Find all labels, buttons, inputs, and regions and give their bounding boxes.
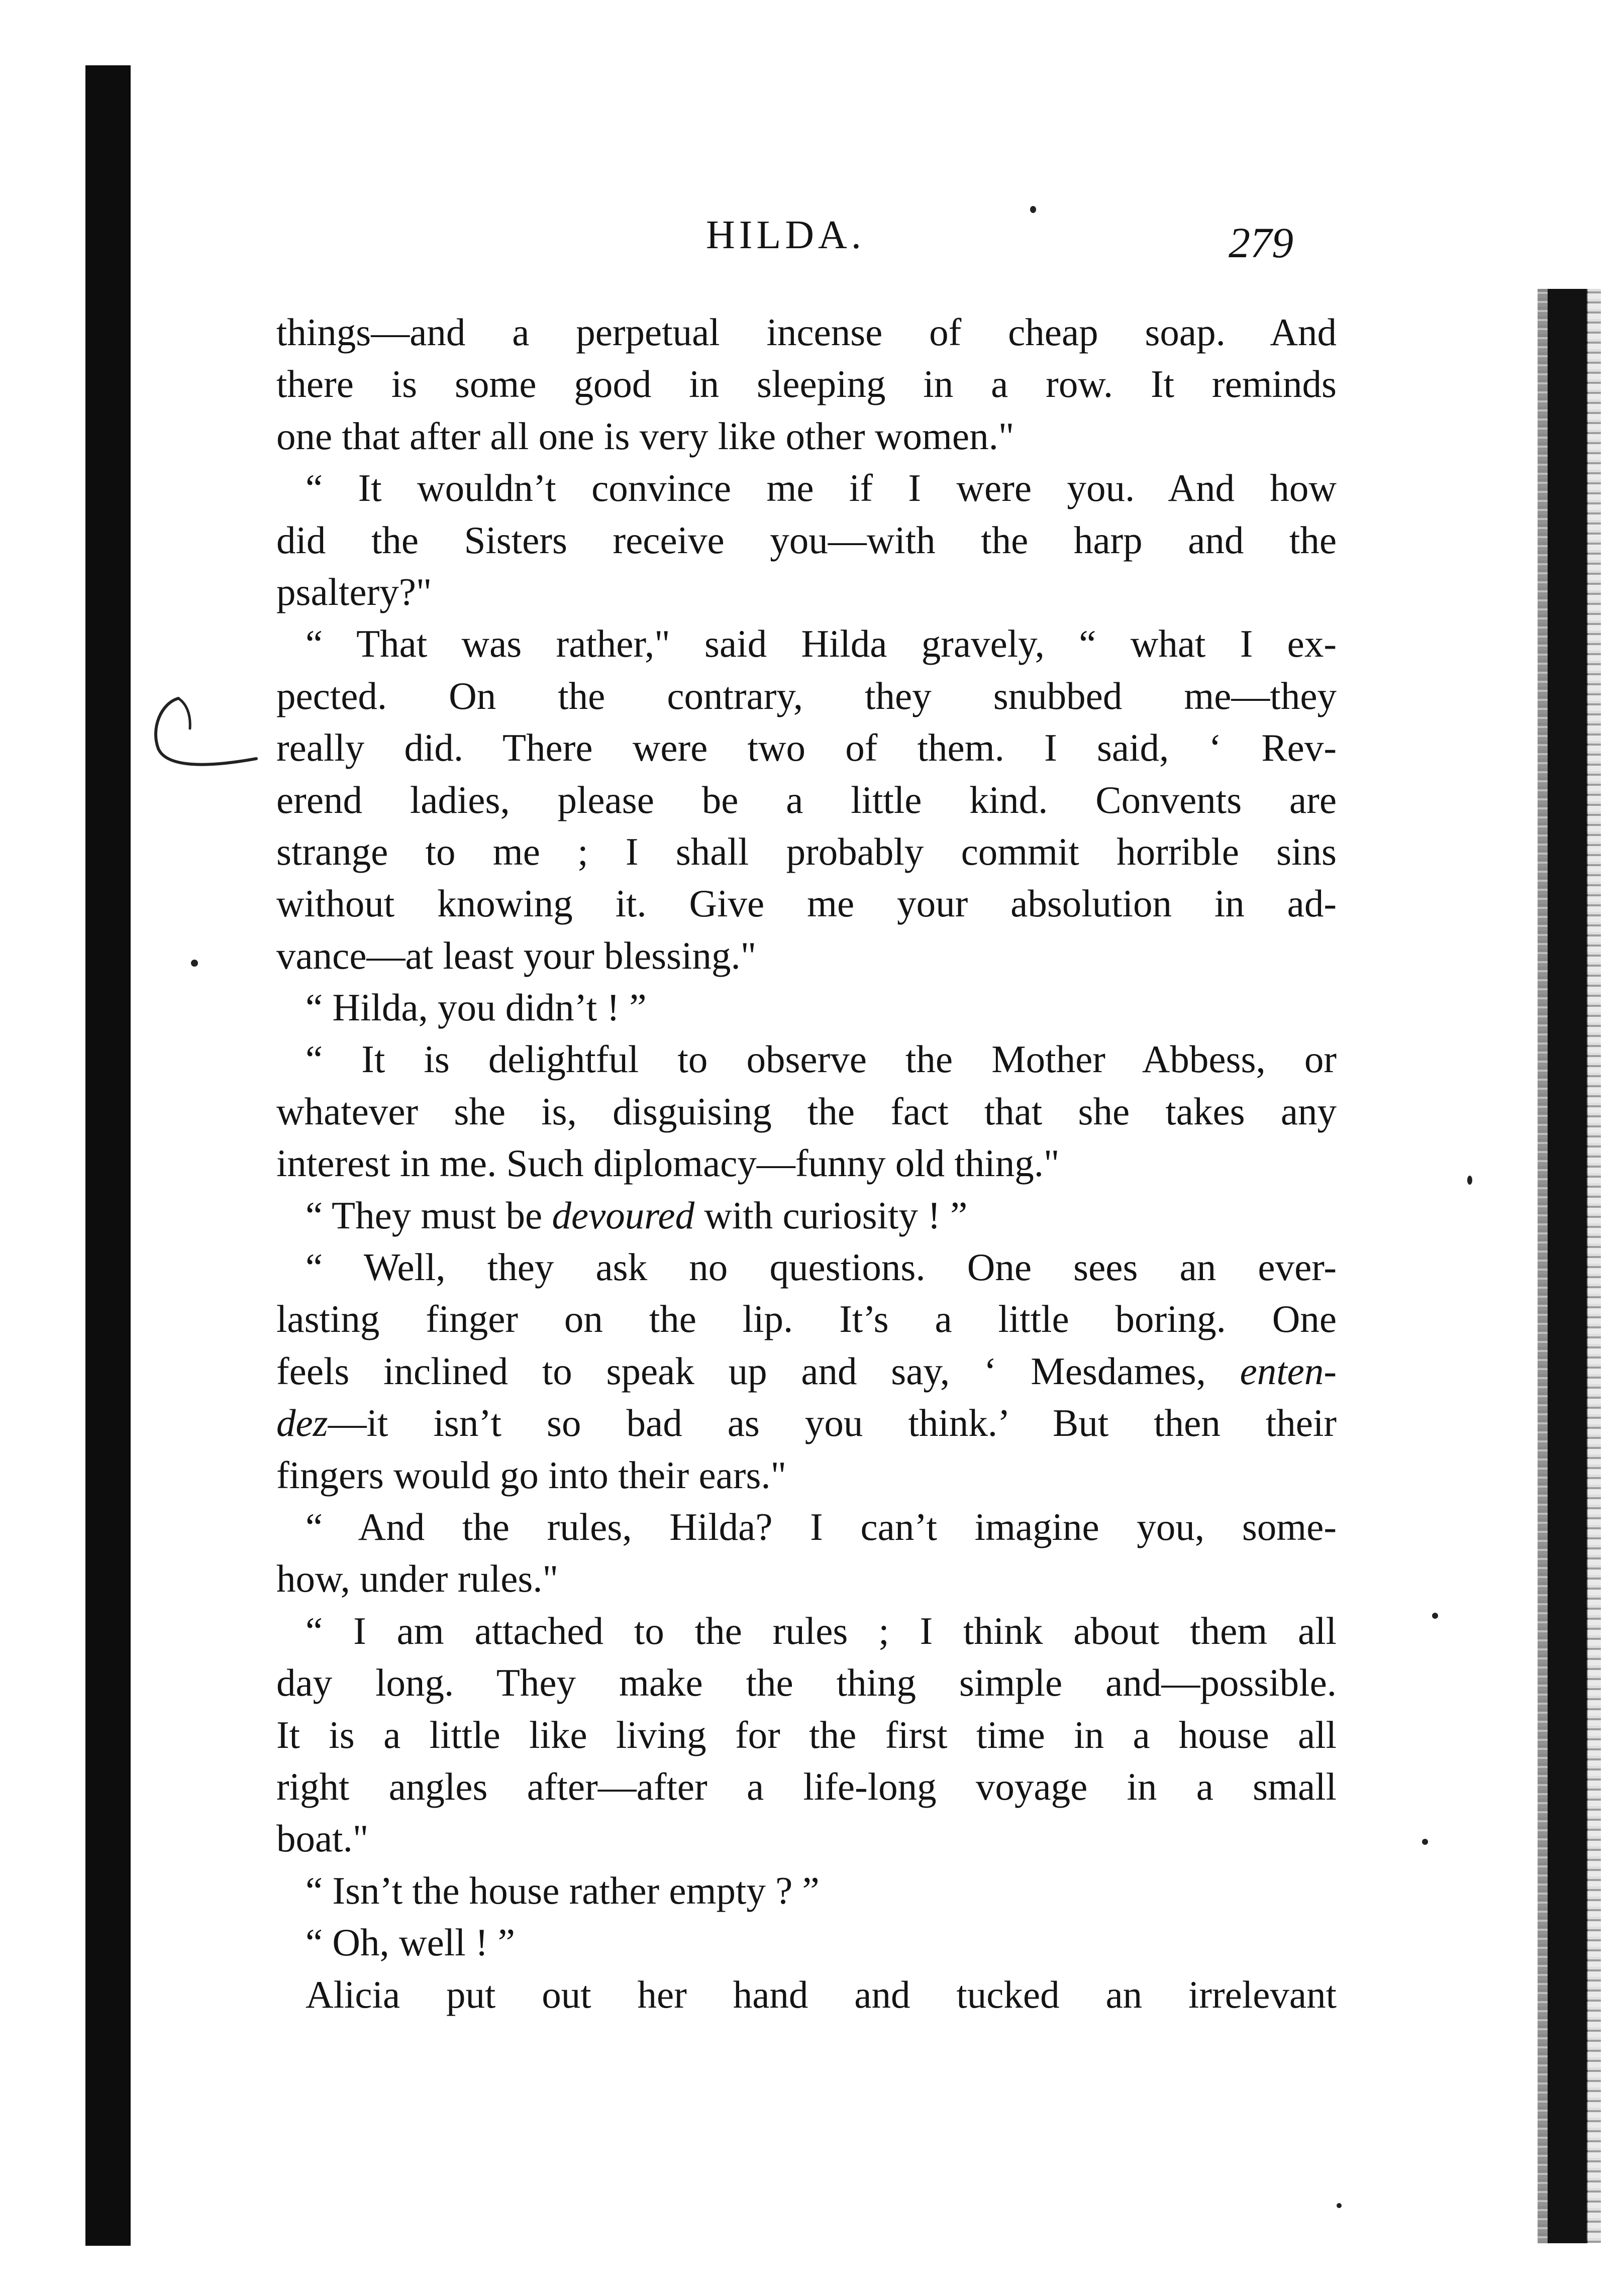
scan-speck: [1422, 1839, 1428, 1845]
text-line: “ They must be devoured with curiosity ! ”: [306, 1193, 968, 1237]
italic-word: devoured: [552, 1193, 695, 1237]
text-line: “ Isn’t the house rather empty ? ”: [306, 1868, 820, 1912]
italic-word: enten-: [1240, 1349, 1337, 1393]
scan-speck: [1337, 2203, 1342, 2208]
text-line: It is a little like living for the first time in a house all: [276, 1713, 1337, 1756]
scan-speck: [1467, 1176, 1472, 1185]
scan-edge-left: [85, 65, 131, 2246]
text-line: pected. On the contrary, they snubbed me—they: [276, 674, 1337, 717]
text-line: “ It wouldn’t convince me if I were you. And how: [306, 466, 1337, 510]
text-line: did the Sisters receive you—with the harp and the: [276, 518, 1337, 562]
body-text: [276, 306, 1337, 2021]
text-line: strange to me ; I shall probably commit horrible sins: [276, 829, 1337, 873]
text-line: boat.": [276, 1817, 369, 1860]
text-line: lasting finger on the lip. It’s a little boring. One: [276, 1297, 1337, 1341]
text-line: vance—at least your blessing.": [276, 933, 757, 977]
text-line: “ Well, they ask no questions. One sees an ever-: [306, 1245, 1337, 1289]
text-line: “ I am attached to the rules ; I think about them all: [306, 1609, 1337, 1652]
text-line: really did. There were two of them. I said, ‘ Rev-: [276, 726, 1337, 770]
running-header: HILDA.: [706, 213, 865, 257]
text-line: one that after all one is very like other women.": [276, 414, 1014, 458]
text-line: there is some good in sleeping in a row. It reminds: [276, 362, 1337, 406]
text-line: “ Oh, well ! ”: [306, 1921, 515, 1964]
pencil-bracket-mark: [131, 683, 261, 774]
text-line: “ That was rather," said Hilda gravely, “ what I ex-: [306, 622, 1337, 666]
text-line: psaltery?": [276, 570, 432, 613]
text-line: how, under rules.": [276, 1557, 559, 1601]
text-line: right angles after—after a life-long voyage in a small: [276, 1764, 1337, 1808]
text-line: day long. They make the thing simple and—possible.: [276, 1661, 1337, 1705]
page-number: 279: [1229, 219, 1293, 267]
text-line: “ Hilda, you didn’t ! ”: [306, 986, 647, 1029]
text-line: Alicia put out her hand and tucked an irrelevant: [306, 1972, 1337, 2016]
scan-edge-right-outer: [1587, 289, 1601, 2243]
text-line: “ And the rules, Hilda? I can’t imagine you, some-: [306, 1505, 1337, 1548]
text-line: feels inclined to speak up and say, ‘ Mesdames, enten-: [276, 1349, 1337, 1393]
text-line: without knowing it. Give me your absolution in ad-: [276, 882, 1337, 925]
scan-edge-right: [1548, 289, 1588, 2243]
text-line: things—and a perpetual incense of cheap soap. And: [276, 310, 1337, 354]
scan-speck: [1030, 206, 1036, 213]
text-line: erend ladies, please be a little kind. Convents are: [276, 778, 1337, 821]
scan-speck: [191, 960, 198, 967]
text-line: dez—it isn’t so bad as you think.’ But then their: [276, 1401, 1337, 1445]
scan-speck: [1432, 1613, 1438, 1619]
text-line: interest in me. Such diplomacy—funny old thing.": [276, 1141, 1060, 1185]
italic-word: dez: [276, 1401, 328, 1445]
text-line: “ It is delightful to observe the Mother Abbess, or: [306, 1037, 1337, 1081]
text-line: whatever she is, disguising the fact that she takes any: [276, 1089, 1337, 1133]
text-line: fingers would go into their ears.": [276, 1453, 787, 1497]
